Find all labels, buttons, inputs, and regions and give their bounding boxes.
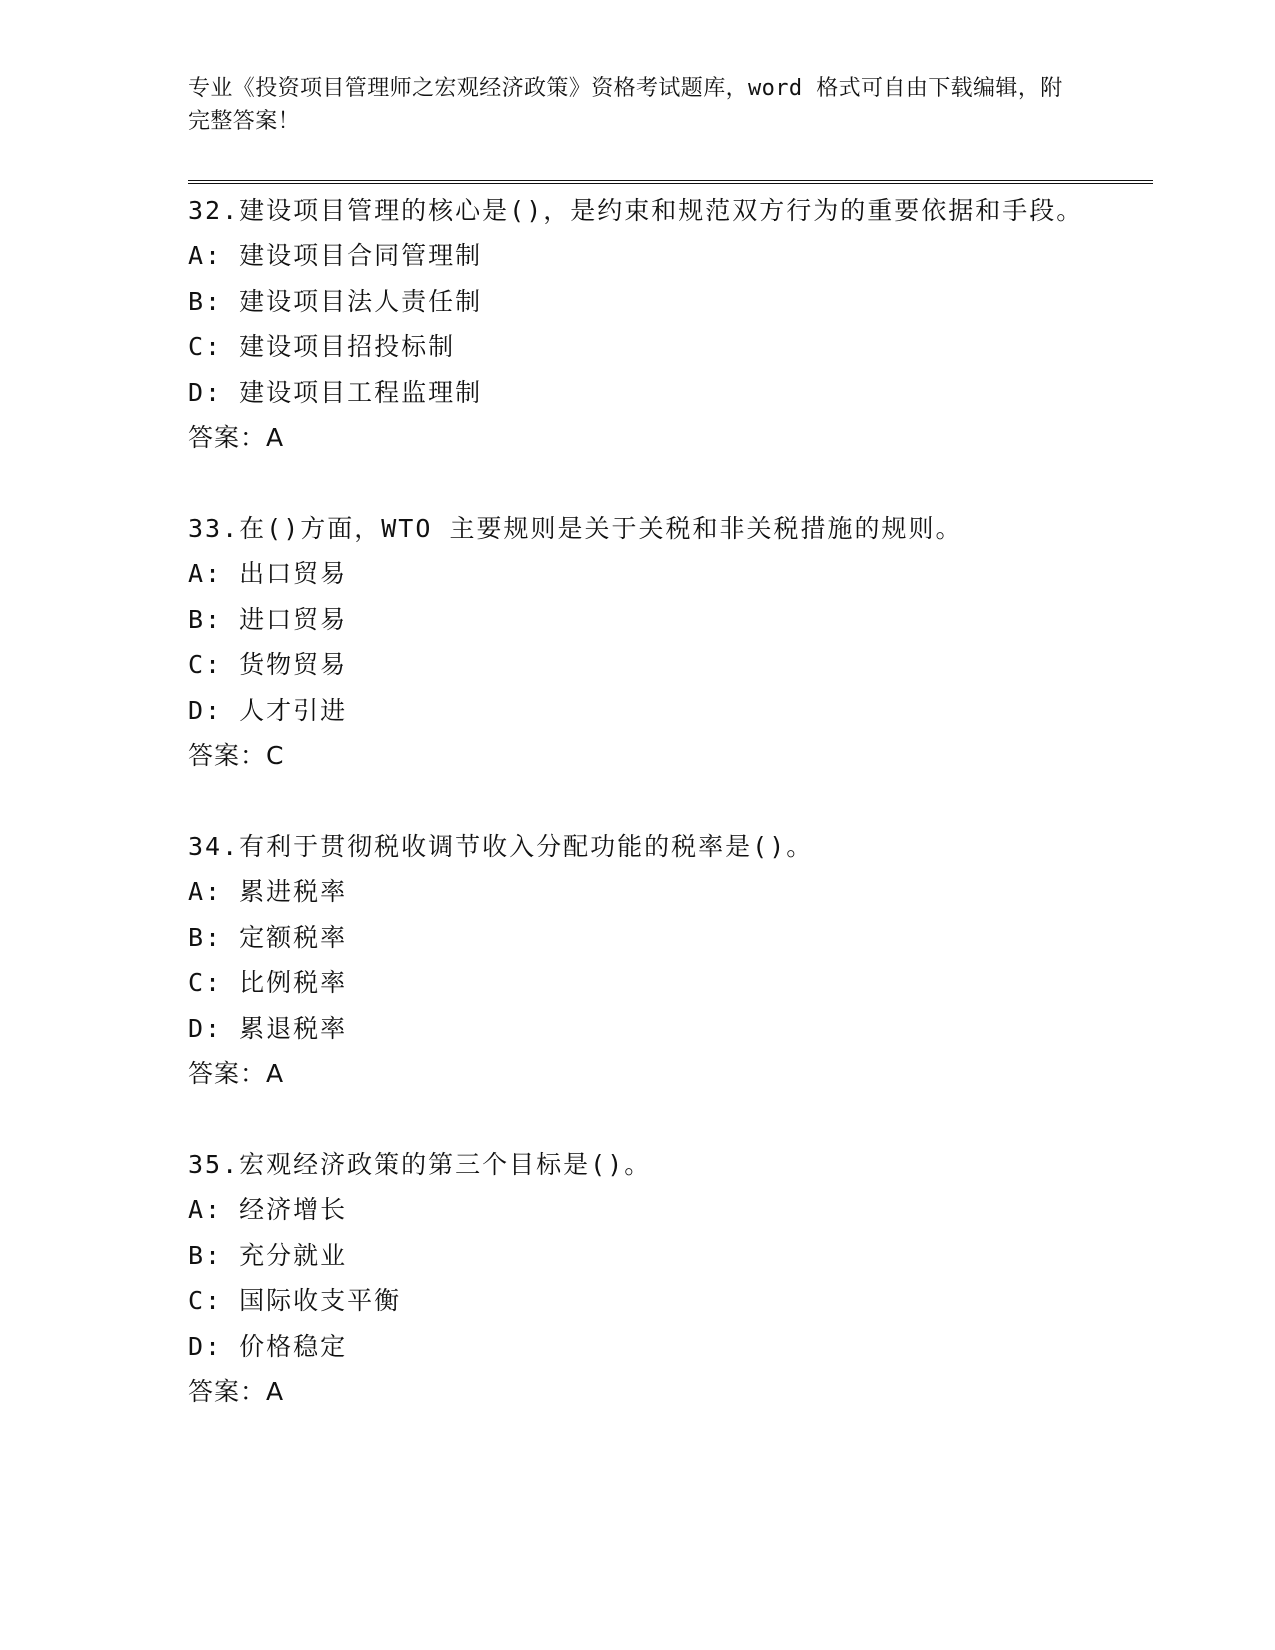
question-text: 33.在()方面，WTO 主要规则是关于关税和非关税措施的规则。 <box>188 514 963 543</box>
option-d: D: 价格稳定 <box>188 1331 348 1361</box>
question-text: 34.有利于贯彻税收调节收入分配功能的税率是()。 <box>188 832 814 861</box>
option-a: A: 累进税率 <box>188 877 348 906</box>
option-b: B: 定额税率 <box>188 922 348 952</box>
option-c: C: 建设项目招投标制 <box>188 332 456 361</box>
option-b: B: 进口贸易 <box>188 604 348 634</box>
question-text: 32.建设项目管理的核心是()，是约束和规范双方行为的重要依据和手段。 <box>188 196 1084 225</box>
option-a: A: 建设项目合同管理制 <box>188 241 483 270</box>
option-c: C: 比例税率 <box>188 968 348 997</box>
option-d: D: 累退税率 <box>188 1013 348 1043</box>
option-d: D: 建设项目工程监理制 <box>188 377 483 407</box>
answer: 答案：C <box>188 741 285 770</box>
question-list <box>188 188 1088 1460</box>
answer: 答案：A <box>188 423 285 452</box>
option-a: A: 经济增长 <box>188 1195 348 1224</box>
option-c: C: 货物贸易 <box>188 650 348 679</box>
option-c: C: 国际收支平衡 <box>188 1286 402 1315</box>
option-d: D: 人才引进 <box>188 695 348 725</box>
option-b: B: 建设项目法人责任制 <box>188 286 483 316</box>
header-divider <box>188 180 1153 184</box>
answer: 答案：A <box>188 1377 285 1406</box>
question-32 <box>188 188 1088 460</box>
answer: 答案：A <box>188 1059 285 1088</box>
document-header: 专业《投资项目管理师之宏观经济政策》资格考试题库，word 格式可自由下载编辑，附完整答案！ <box>188 76 1063 134</box>
question-33 <box>188 506 1088 778</box>
option-a: A: 出口贸易 <box>188 559 348 588</box>
option-b: B: 充分就业 <box>188 1240 348 1270</box>
question-34 <box>188 824 1088 1096</box>
question-35 <box>188 1142 1088 1414</box>
question-text: 35.宏观经济政策的第三个目标是()。 <box>188 1150 652 1179</box>
